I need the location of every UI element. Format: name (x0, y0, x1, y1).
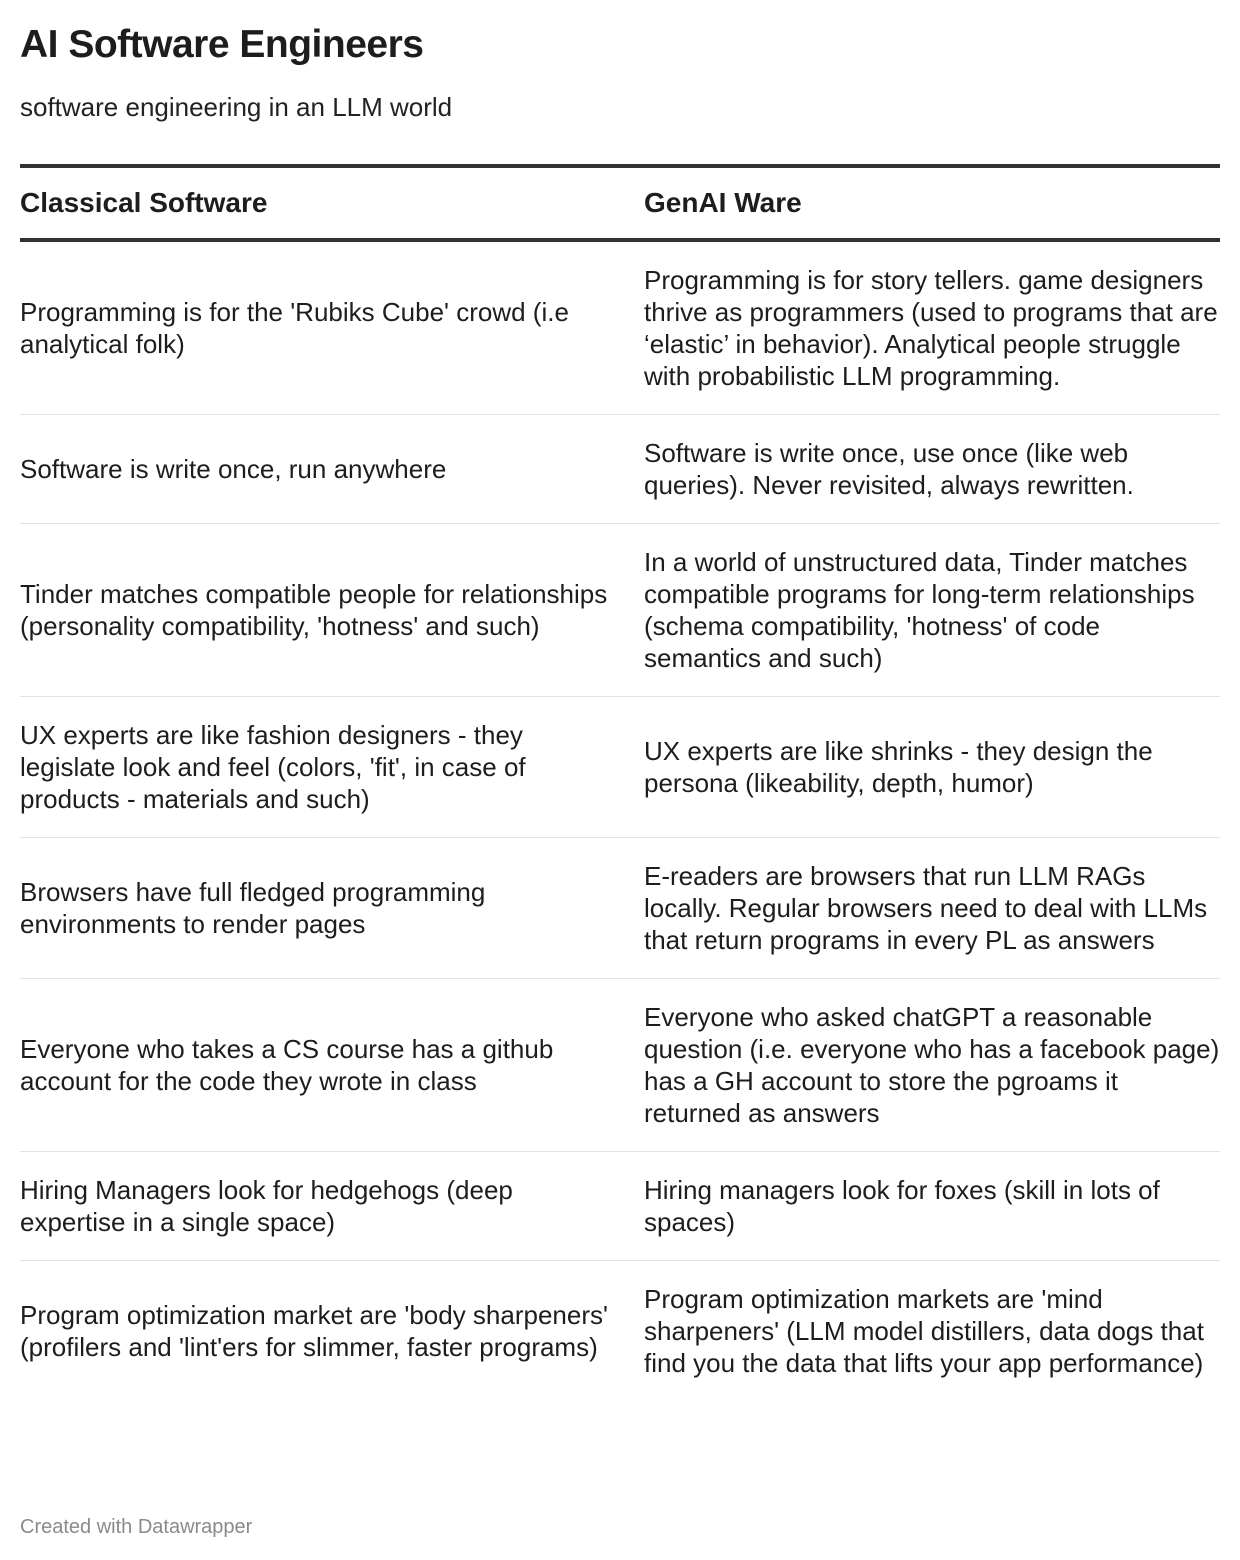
chart-title: AI Software Engineers (20, 23, 424, 66)
table-row (20, 1261, 1220, 1402)
cell-genai: In a world of unstructured data, Tinder matches compatible programs for long-term relationships (schema compatibility, 'hotness' of code semantics and such) (644, 547, 1195, 673)
table-row (20, 1152, 1220, 1261)
cell-genai: Hiring managers look for foxes (skill in lots of spaces) (644, 1175, 1160, 1237)
cell-classical: Programming is for the 'Rubiks Cube' crowd (i.e analytical folk) (20, 297, 569, 359)
table-row (20, 415, 1220, 524)
cell-classical: Program optimization market are 'body sharpeners' (profilers and 'lint'ers for slimmer, faster programs) (20, 1300, 608, 1362)
cell-genai: UX experts are like shrinks - they design the persona (likeability, depth, humor) (644, 736, 1153, 798)
cell-genai: Everyone who asked chatGPT a reasonable question (i.e. everyone who has a facebook page) has a GH account to store the pgroams it returned as answers (644, 1002, 1220, 1128)
cell-genai: Program optimization markets are 'mind sharpeners' (LLM model distillers, data dogs that find you the data that lifts your app performance) (644, 1284, 1204, 1378)
cell-classical: Tinder matches compatible people for relationships (personality compatibility, 'hotness' and such) (20, 579, 608, 641)
cell-classical: UX experts are like fashion designers - they legislate look and feel (colors, 'fit', in case of products - materials and such) (20, 720, 526, 814)
cell-genai: Programming is for story tellers. game designers thrive as programmers (used to programs that are ‘elastic’ in behavior). Analytical people struggle with probabilistic LLM programming. (644, 265, 1218, 391)
table-row (20, 838, 1220, 979)
table-row (20, 524, 1220, 697)
table-header (20, 168, 1220, 238)
cell-genai: Software is write once, use once (like web queries). Never revisited, always rewritten. (644, 438, 1134, 500)
column-header-classical: Classical Software (20, 187, 268, 218)
chart-subtitle: software engineering in an LLM world (20, 92, 453, 122)
attribution-footer[interactable]: Created with Datawrapper (20, 1516, 253, 1538)
cell-classical: Hiring Managers look for hedgehogs (deep expertise in a single space) (20, 1175, 513, 1237)
data-table (20, 242, 1220, 1401)
cell-classical: Browsers have full fledged programming environments to render pages (20, 877, 486, 939)
table-row (20, 242, 1220, 415)
cell-classical: Everyone who takes a CS course has a github account for the code they wrote in class (20, 1034, 554, 1096)
cell-genai: E-readers are browsers that run LLM RAGs locally. Regular browsers need to deal with LLMs that return programs in every PL as answers (644, 861, 1208, 955)
table-row (20, 697, 1220, 838)
cell-classical: Software is write once, run anywhere (20, 454, 447, 484)
table-row (20, 979, 1220, 1152)
column-header-genai: GenAI Ware (644, 187, 802, 218)
